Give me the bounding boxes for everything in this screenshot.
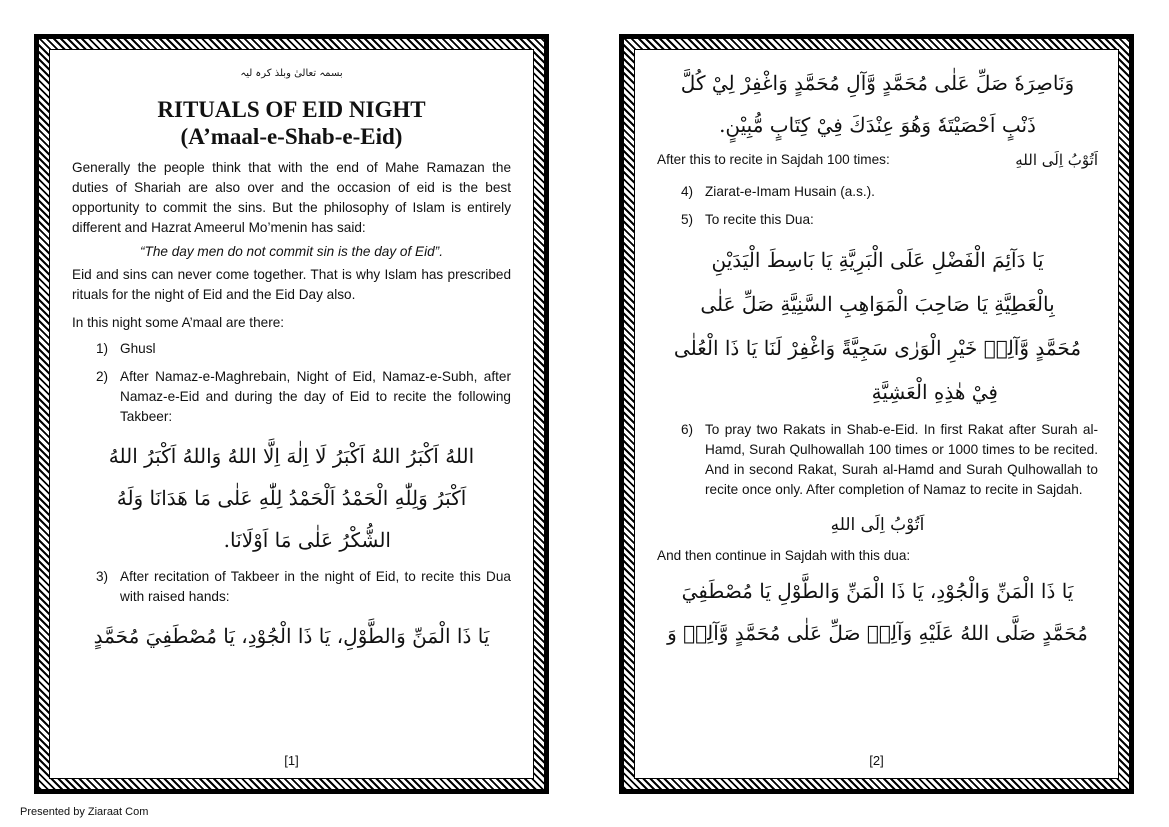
left-page-content — [49, 49, 534, 779]
dua-line: يَا دَآئِمَ الْفَضْلِ عَلَى الْبَرِيَّةِ يَا بَاسِطَ الْيَدَيْنِ — [711, 248, 1044, 272]
arabic-line: ذَنْبٍ اَحْصَيْتَهٗ وَهُوَ عِنْدَكَ فِيْ كِتَابٍ مُّبِيْنٍ. — [719, 113, 1036, 137]
page-title — [72, 96, 511, 150]
arabic-line: وَنَاصِرَهٗ صَلِّ عَلٰى مُحَمَّدٍ وَّآلِ مُحَمَّدٍ وَاغْفِرْ لِيْ كُلَّ — [680, 71, 1075, 95]
quote: “The day men do not commit sin is the day of Eid”. — [140, 244, 443, 259]
sajdah-arabic: اَتُوْبُ اِلَى اللهِ — [1015, 151, 1098, 169]
item-number: 3) — [96, 569, 109, 584]
dua-line: فِيْ هٰذِهِ الْعَشِيَّةِ — [871, 380, 998, 404]
final-dua-block — [657, 570, 1098, 654]
list-item — [657, 210, 1098, 230]
item-text: After recitation of Takbeer in the night of Eid, to recite this Dua with raised hands: — [120, 569, 511, 604]
item-text: To pray two Rakats in Shab-e-Eid. In first Rakat after Surah al-Hamd, Surah Qulhowallah 100 times or 1000 times to be recited. And in second Rakat, Surah al-Hamd and Surah Qulhowallah to recite once only. After completion of Namaz to recite in Sajdah. — [705, 422, 1098, 497]
takbeer-block — [72, 435, 511, 561]
item-text: After Namaz-e-Maghrebain, Night of Eid, Namaz-e-Subh, after Namaz-e-Eid and during the day of Eid to recite the following Takbeer: — [120, 369, 511, 424]
dua-line: مُحَمَّدٍ وَّآلِهٖ خَيْرِ الْوَرٰى سَجِيَّةً وَاغْفِرْ لَنَا يَا ذَا الْعُلٰى — [673, 336, 1082, 360]
takbeer-line: اللهُ اَكْبَرُ اللهُ اَكْبَرُ لَا اِلٰهَ اِلَّا اللهُ وَاللهُ اَكْبَرُ اللهُ — [108, 444, 475, 468]
dua-block — [657, 238, 1098, 414]
sajdah-instruction — [657, 150, 1098, 170]
title-line-2: (A’maal-e-Shab-e-Eid) — [180, 124, 403, 149]
item-text: To recite this Dua: — [705, 212, 814, 227]
takbeer-line: الشُّكْرُ عَلٰى مَا اَوْلَانَا. — [223, 528, 391, 552]
list-item — [72, 367, 511, 427]
item-number: 2) — [96, 369, 109, 384]
item-text: Ziarat-e-Imam Husain (a.s.). — [705, 184, 875, 199]
dua-line: بِالْعَطِيَّةِ يَا صَاحِبَ الْمَوَاهِبِ السَّنِيَّةِ صَلِّ عَلٰى — [700, 292, 1055, 316]
paragraph-2: Eid and sins can never come together. That is why Islam has prescribed rituals for the night of Eid and the Eid Day also. — [72, 267, 511, 302]
amaal-list-cont — [72, 567, 511, 607]
dua-line: يَا ذَا الْمَنِّ وَالْجُوْدِ، يَا ذَا الْمَنِّ وَالطَّوْلِ يَا مُصْطَفِيَ — [681, 579, 1074, 603]
item-number: 1) — [96, 341, 109, 356]
footer-credit: Presented by Ziaraat Com — [20, 806, 149, 818]
paragraph-3: In this night some A’maal are there: — [72, 315, 285, 330]
takbeer-line: اَكْبَرُ وَلِلّٰهِ الْحَمْدُ اَلْحَمْدُ لِلّٰهِ عَلٰى مَا هَدَانَا وَلَهُ — [116, 486, 467, 510]
amaal-list — [657, 182, 1098, 230]
intro-paragraph: Generally the people think that with the end of Mahe Ramazan the duties of Shariah are also over and the occasion of eid is the best opportunity to commit the sins. But the philosophy of Islam is entirely different and Hazrat Ameerul Mo’menin has said: — [72, 160, 511, 235]
list-item — [657, 182, 1098, 202]
list-item — [72, 567, 511, 607]
item-number: 5) — [681, 212, 694, 227]
dua-line: مُحَمَّدٍ صَلَّى اللهُ عَلَيْهِ وَآلِهٖ صَلِّ عَلٰى مُحَمَّدٍ وَّآلِهٖ وَ — [667, 621, 1088, 645]
page-number: [2] — [869, 753, 884, 768]
list-item — [72, 339, 511, 359]
left-page — [34, 34, 549, 794]
dua-line: يَا ذَا الْمَنِّ وَالطَّوْلِ، يَا ذَا الْجُوْدِ، يَا مُصْطَفِيَ مُحَمَّدٍ — [93, 624, 490, 648]
list-item — [657, 420, 1098, 500]
continue-line: And then continue in Sajdah with this dua: — [657, 548, 911, 563]
bismillah-header: بسمہ تعالیٰ وبلذ کرہ لیہ — [240, 68, 343, 79]
top-arabic-block — [657, 62, 1098, 146]
atubu-line: اَتُوْبُ اِلَى اللهِ — [830, 515, 925, 535]
item-number: 6) — [681, 422, 694, 437]
page-number: [1] — [284, 753, 299, 768]
title-line-1: RITUALS OF EID NIGHT — [157, 97, 426, 122]
right-page — [619, 34, 1134, 794]
right-page-content — [634, 49, 1119, 779]
sajdah-text: After this to recite in Sajdah 100 times: — [657, 152, 890, 167]
item-text: Ghusl — [120, 341, 156, 356]
item-number: 4) — [681, 184, 694, 199]
amaal-list — [72, 339, 511, 427]
amaal-list-cont — [657, 420, 1098, 500]
